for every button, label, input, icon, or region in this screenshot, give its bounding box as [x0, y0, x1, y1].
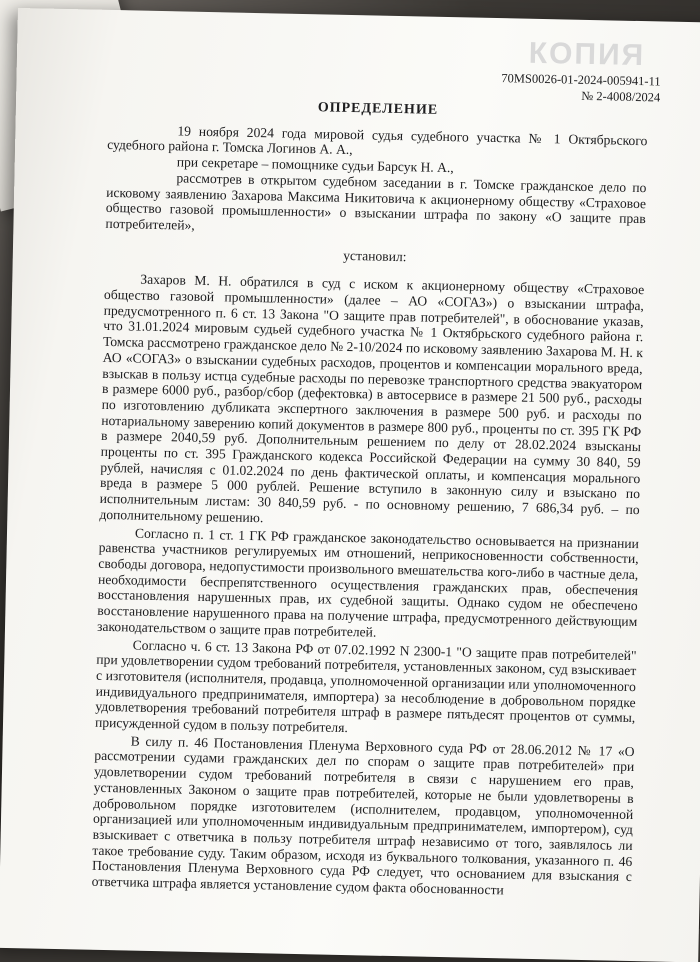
case-identifiers: [501, 70, 661, 105]
intro-line-date-judge: 19 ноября 2024 года мировой судья судебного участка № 1 Октябрьского судебного района г. Томска Логинов А. А.,: [106, 123, 648, 158]
paragraph-civil-code: Согласно п. 1 ст. 1 ГК РФ гражданское законодательство основывается на признании равенства участников регулируемых им отношений, неприкосновенности собственности, свободы договора, недопустимости произвольного вмешательства кого-либо в частные дела, необходимости беспрепятственного осуществления гражданских прав, обеспечения восстановления нарушенных прав, их судебной защиты. Однако судом не обеспечено восстановление нарушенного права на получение штрафа, предусмотренного действующим законодательством о защите прав потребителей.: [96, 525, 640, 640]
case-number: № 2-4008/2024: [581, 88, 661, 105]
intro-line-secretary: при секретаре – помощнике судьи Барсук Н. А.,: [176, 154, 454, 176]
document-page: [0, 8, 700, 962]
paragraph-plenum-resolution: В силу п. 46 Постановления Пленума Верховного суда РФ от 28.06.2012 № 17 «О рассмотрении судами гражданских дел по спорам о защите прав потребителей» при удовлетворении судом требований потребителя в связи с нарушением его прав, установленных Законом о защите прав потребителей, которые не были удовлетворены в добровольном порядке изготовителем (исполнителем, продавцом, уполномоченной организацией или уполномоченным индивидуальным предпринимателем, импортером), суд взыскивает с ответчика в пользу потребителя штраф независимо от того, заявлялось ли такое требование суду. Таким образом, исходя из буквального толкования, указанного п. 46 Постановления Пленума Верховного суда РФ следует, что основанием для взыскания с ответчика штрафа является установление судом факта обоснованности: [91, 733, 635, 898]
document-title: ОПРЕДЕЛЕНИЕ: [317, 100, 439, 118]
document-body: [92, 271, 645, 901]
document-content: [92, 96, 649, 903]
document-intro: [105, 122, 647, 243]
intro-line-hearing: рассмотрев в открытом судебном заседании в г. Томске гражданское дело по исковому заявлению Захарова Максима Никитовича к акционерному обществу «Страховое общество газовой промышленности» о взыскании штрафа по закону «О защите прав потребителей»,: [105, 170, 647, 233]
paragraph-consumer-law: Согласно ч. 6 ст. 13 Закона РФ от 07.02.1992 N 2300-1 "О защите прав потребителей" при удовлетворении судом требований потребителя, установленных законом, суд взыскивает с изготовителя (исполнителя, продавца, уполномоченной организации или уполномоченного индивидуального предпринимателя, импортера) за несоблюдение в добровольном порядке удовлетворения требований потребителя штраф в размере пятьдесят процентов от суммы, присужденной судом в пользу потребителя.: [94, 637, 637, 736]
case-uid: 70MS0026-01-2024-005941-11: [501, 71, 661, 89]
established-heading: установил:: [343, 247, 407, 264]
paragraph-claim: Захаров М. Н. обратился в суд с иском к акционерному обществу «Страховое общество газовой промышленности» (далее – АО «СОГАЗ») о взыскании штрафа, предусмотренного п. 6 ст. 13 Закона "О защите прав потребителей", в обоснование указав, что 31.01.2024 мировым судьей судебного участка № 1 Октябрьского судебного района г. Томска рассмотрено гражданское дело № 2-10/2024 по исковому заявлению Захарова М. Н. к АО «СОГАЗ» о взыскании судебных расходов, процентов и компенсации морального вреда, взыскав в пользу истца судебные расходы по перевозке транспортного средства эвакуатором в размере 6000 руб., разбор/сбор (дефектовка) в автосервисе в размере 21 500 руб., расходы по изготовлению дубликата экспертного заключения в размере 500 руб. и расходы по нотариальному заверению копий документов в размере 800 руб., проценты по ст. 395 ГК РФ в размере 2040,59 руб. Дополнительным решением по делу от 28.02.2024 взысканы проценты по ст. 395 Гражданского кодекса Российской Федерации на сумму 30 840, 59 рублей, начисляя с 01.02.2024 по день фактической оплаты, и компенсация морального вреда в размере 5 000 рублей. Решение вступило в законную силу и взыскано по исполнительным листам: 30 840,59 руб. - по основному решению, 7 686,34 руб. – по дополнительному решению.: [99, 271, 645, 526]
copy-stamp: КОПИЯ: [528, 36, 646, 73]
